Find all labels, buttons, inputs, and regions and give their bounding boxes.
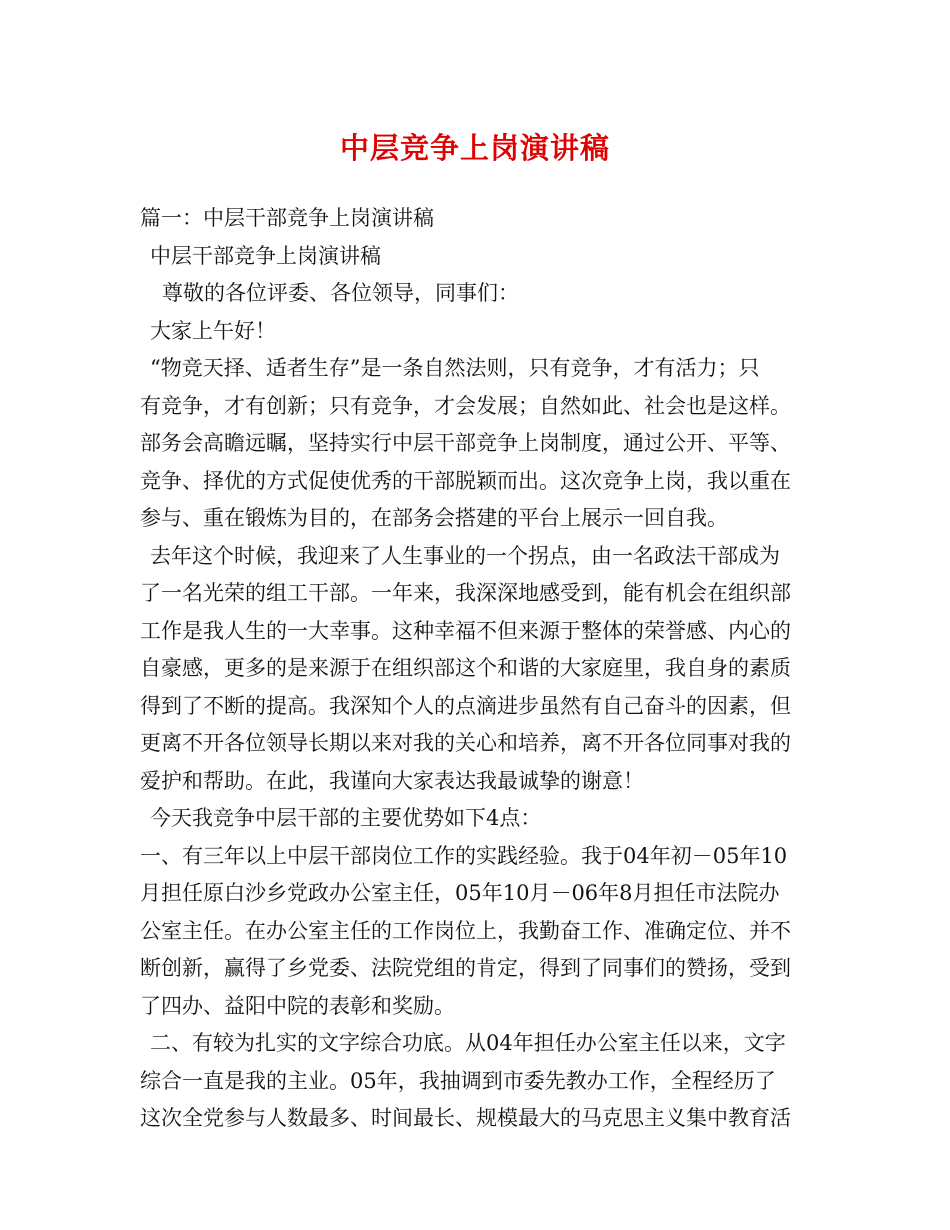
- text-line: 得到了不断的提高。我深知个人的点滴进步虽然有自己奋斗的因素，但: [140, 693, 791, 718]
- text-line: 这次全党参与人数最多、时间最长、规模最大的马克思主义集中教育活: [140, 1106, 791, 1130]
- text-line: 工作是我人生的一大幸事。这种幸福不但来源于整体的荣誉感、内心的: [140, 618, 791, 643]
- text-line: 竞争、择优的方式促使优秀的干部脱颖而出。这次竞争上岗，我以重在: [140, 468, 791, 493]
- text-line: 月担任原白沙乡党政办公室主任，05年10月－06年8月担任市法院办: [140, 881, 780, 905]
- text-line: 公室主任。在办公室主任的工作岗位上，我勤奋工作、准确定位、并不: [140, 918, 791, 943]
- text-line: 今天我竞争中层干部的主要优势如下4点：: [150, 806, 542, 830]
- text-line: 篇一：中层干部竞争上岗演讲稿: [140, 206, 434, 230]
- text-line: 中层干部竞争上岗演讲稿: [150, 243, 381, 268]
- text-line: 自豪感，更多的是来源于在组织部这个和谐的大家庭里，我自身的素质: [140, 656, 791, 680]
- text-line: 综合一直是我的主业。05年，我抽调到市委先教办工作，全程经历了: [140, 1068, 776, 1093]
- text-line: 了四办、益阳中院的表彰和奖励。: [140, 993, 455, 1018]
- text-line: 断创新，赢得了乡党委、法院党组的肯定，得到了同事们的赞扬，受到: [140, 956, 791, 980]
- text-line: 去年这个时候，我迎来了人生事业的一个拐点，由一名政法干部成为: [150, 543, 780, 568]
- text-line: 参与、重在锻炼为目的，在部务会搭建的平台上展示一回自我。: [140, 506, 728, 530]
- text-line: 爱护和帮助。在此，我谨向大家表达我最诚挚的谢意！: [140, 768, 644, 793]
- text-line: 一、有三年以上中层干部岗位工作的实践经验。我于04年初－05年10: [140, 843, 788, 868]
- text-line: 二、有较为扎实的文字综合功底。从04年担任办公室主任以来，文字: [150, 1031, 786, 1055]
- text-line: 大家上午好！: [150, 318, 276, 343]
- text-line: 有竞争，才有创新；只有竞争，才会发展；自然如此、社会也是这样。: [140, 393, 791, 418]
- text-line: 更离不开各位领导长期以来对我的关心和培养，离不开各位同事对我的: [140, 731, 791, 755]
- text-line: “物竞天择、适者生存”是一条自然法则，只有竞争，才有活力；只: [150, 356, 760, 380]
- document-title: 中层竞争上岗演讲稿: [339, 131, 610, 165]
- document-body: [140, 200, 815, 1138]
- text-line: 尊敬的各位评委、各位领导，同事们：: [162, 281, 519, 305]
- text-line: 了一名光荣的组工干部。一年来，我深深地感受到，能有机会在组织部: [140, 581, 791, 605]
- text-line: 部务会高瞻远瞩，坚持实行中层干部竞争上岗制度，通过公开、平等、: [140, 431, 791, 455]
